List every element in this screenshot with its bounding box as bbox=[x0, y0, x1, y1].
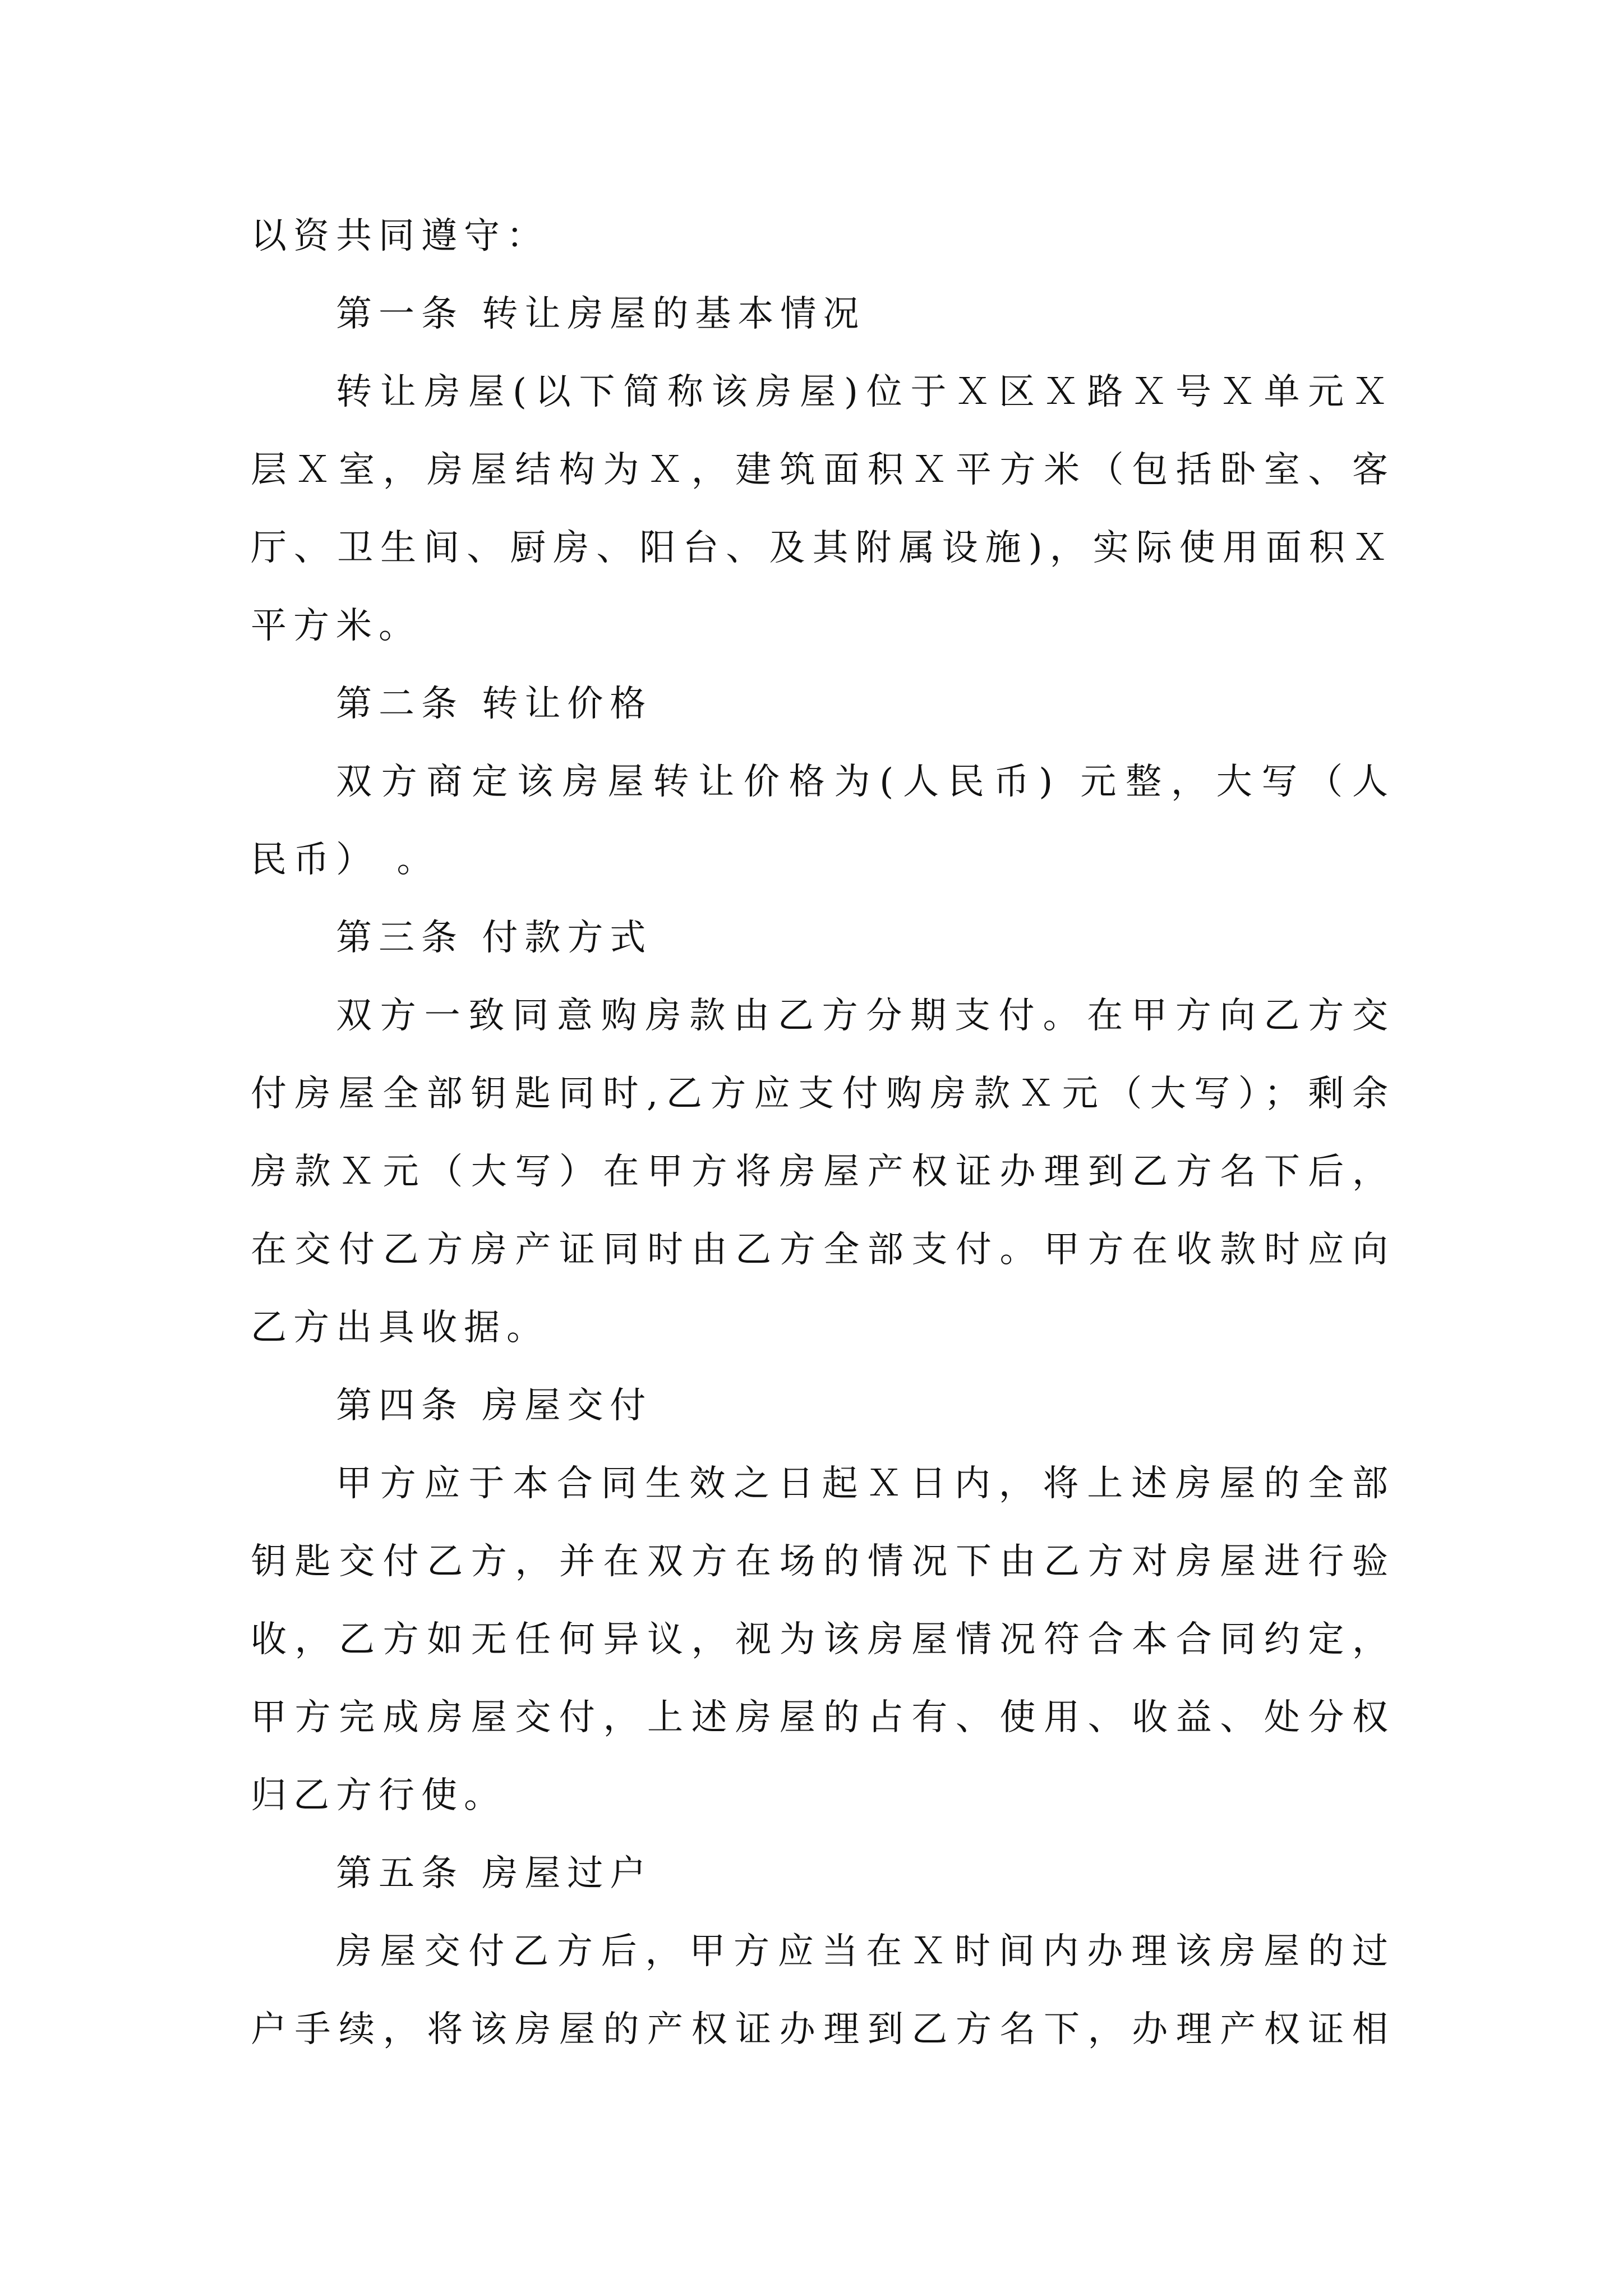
article-4-line-1: 甲方应于本合同生效之日起Ｘ日内，将上述房屋的全部 bbox=[336, 1463, 1395, 1504]
article-1-heading: 第一条 转让房屋的基本情况 bbox=[336, 293, 866, 335]
article-1 bbox=[251, 275, 1395, 665]
article-2-heading: 第二条 转让价格 bbox=[336, 683, 653, 725]
article-4-line-5: 归乙方行使。 bbox=[251, 1775, 506, 1816]
article-3 bbox=[251, 899, 1395, 1367]
article-4-line-4: 甲方完成房屋交付，上述房屋的占有、使用、收益、处分权 bbox=[251, 1697, 1395, 1738]
article-3-line-1: 双方一致同意购房款由乙方分期支付。在甲方向乙方交 bbox=[336, 995, 1395, 1037]
article-5-line-1: 房屋交付乙方后，甲方应当在Ｘ时间内办理该房屋的过 bbox=[336, 1931, 1395, 1972]
article-4-line-3: 收，乙方如无任何异议，视为该房屋情况符合本合同约定， bbox=[251, 1619, 1395, 1660]
intro-line: 以资共同遵守： bbox=[251, 215, 549, 257]
contract-text bbox=[251, 197, 1395, 2069]
article-5-line-2: 户手续，将该房屋的产权证办理到乙方名下，办理产权证相 bbox=[251, 2009, 1395, 2050]
article-3-line-5: 乙方出具收据。 bbox=[251, 1307, 549, 1349]
article-3-line-4: 在交付乙方房产证同时由乙方全部支付。甲方在收款时应向 bbox=[251, 1229, 1395, 1271]
article-1-line-2: 层Ｘ室，房屋结构为Ｘ，建筑面积Ｘ平方米（包括卧室、客 bbox=[251, 449, 1395, 491]
article-4-heading: 第四条 房屋交付 bbox=[336, 1385, 653, 1427]
article-1-line-1: 转让房屋(以下简称该房屋)位于Ｘ区Ｘ路Ｘ号Ｘ单元Ｘ bbox=[336, 371, 1395, 413]
article-5-heading: 第五条 房屋过户 bbox=[336, 1853, 653, 1894]
article-2-line-1: 双方商定该房屋转让价格为(人民币) 元整，大写（人 bbox=[336, 761, 1395, 803]
article-1-line-3: 厅、卫生间、厨房、阳台、及其附属设施)，实际使用面积Ｘ bbox=[251, 527, 1395, 569]
article-2-line-2: 民币） 。 bbox=[251, 839, 440, 881]
article-4-line-2: 钥匙交付乙方，并在双方在场的情况下由乙方对房屋进行验 bbox=[251, 1541, 1395, 1582]
article-3-line-3: 房款Ｘ元（大写）在甲方将房屋产权证办理到乙方名下后， bbox=[251, 1151, 1395, 1193]
article-4 bbox=[251, 1367, 1395, 1835]
article-3-heading: 第三条 付款方式 bbox=[336, 917, 653, 959]
article-1-line-4: 平方米。 bbox=[251, 605, 421, 647]
article-2 bbox=[251, 665, 1395, 899]
article-3-line-2: 付房屋全部钥匙同时,乙方应支付购房款Ｘ元（大写）；剩余 bbox=[251, 1073, 1395, 1115]
article-5 bbox=[251, 1835, 1395, 2069]
